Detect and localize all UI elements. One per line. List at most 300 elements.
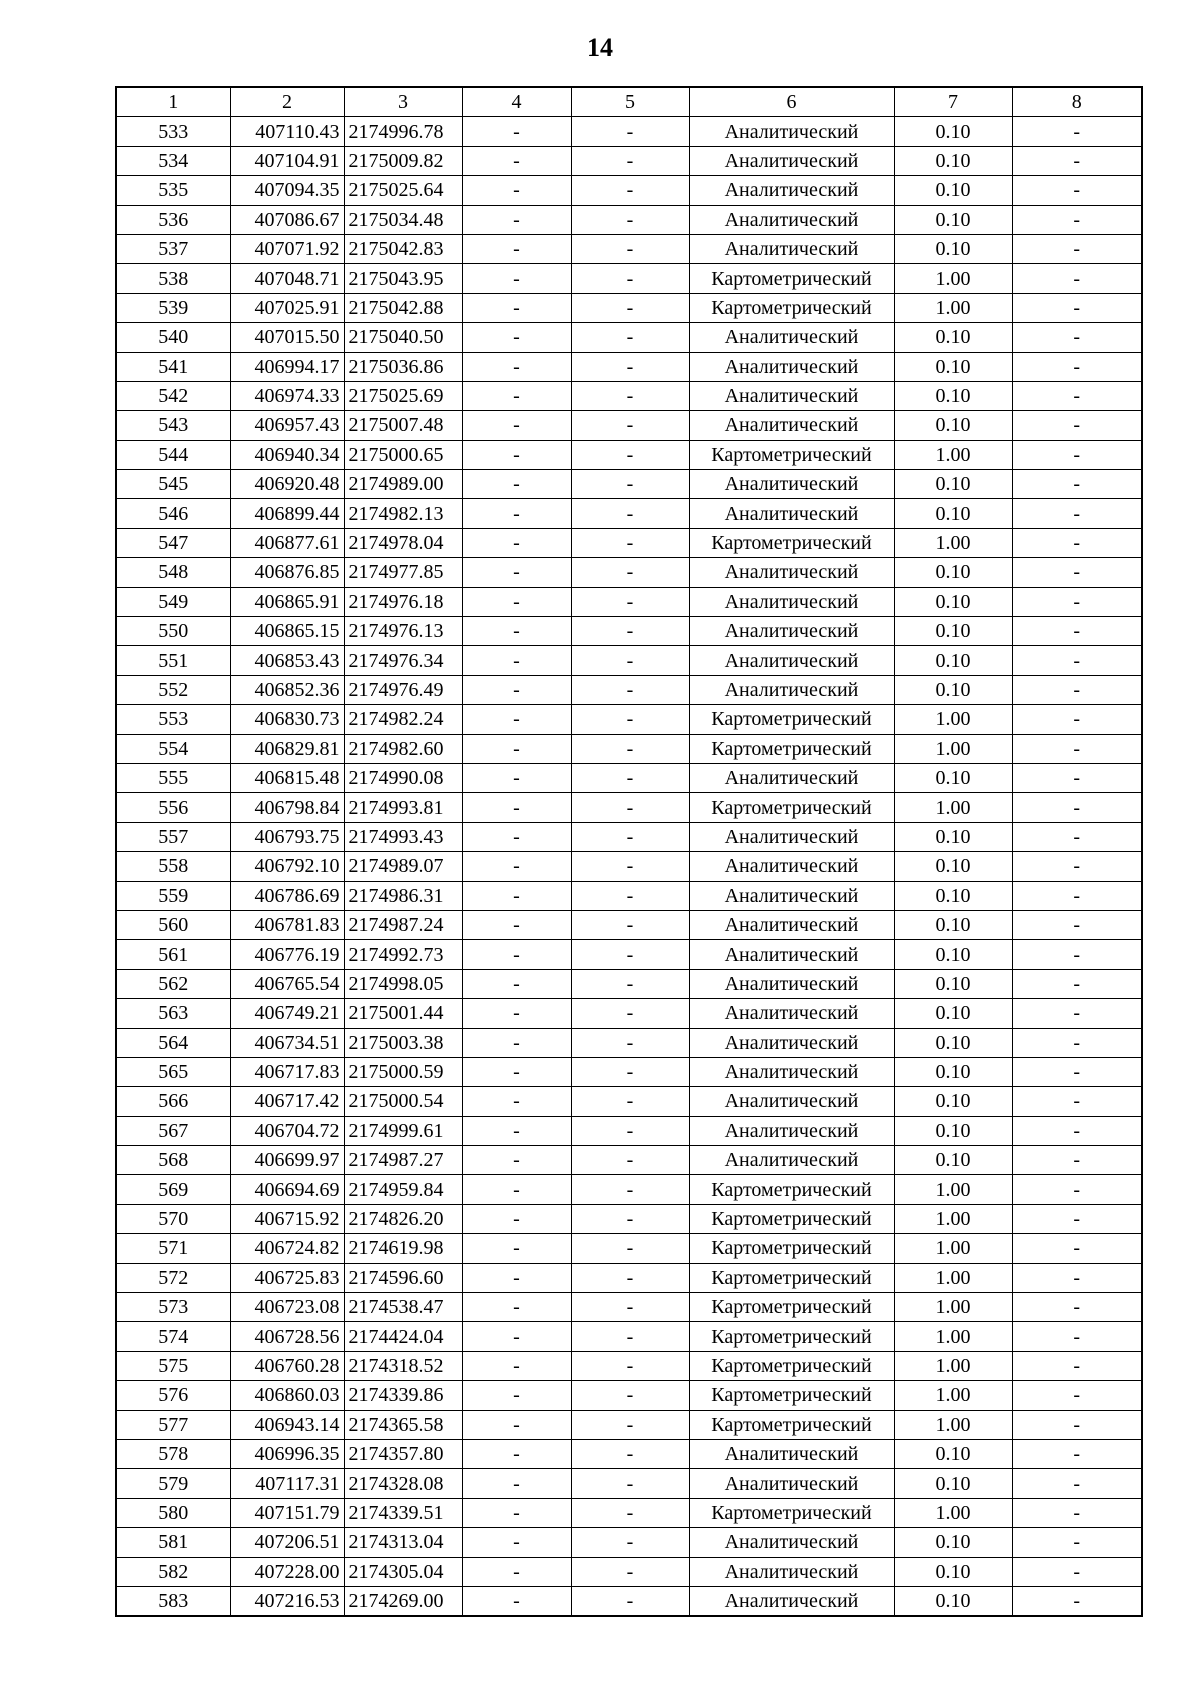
y-coordinate-cell: 2174986.31 xyxy=(344,881,462,910)
point-number-cell: 578 xyxy=(116,1439,230,1468)
point-number-cell: 536 xyxy=(116,205,230,234)
y-coordinate-cell: 2174977.85 xyxy=(344,558,462,587)
point-number-cell: 560 xyxy=(116,910,230,939)
table-row xyxy=(116,234,1142,263)
point-number-cell: 574 xyxy=(116,1322,230,1351)
column-5-cell: - xyxy=(571,793,689,822)
method-cell: Аналитический xyxy=(689,969,894,998)
x-coordinate-cell: 406734.51 xyxy=(230,1028,344,1057)
method-cell: Картометрический xyxy=(689,1410,894,1439)
column-5-cell: - xyxy=(571,1351,689,1380)
column-8-cell: - xyxy=(1012,1087,1142,1116)
column-5-cell: - xyxy=(571,999,689,1028)
method-cell: Аналитический xyxy=(689,587,894,616)
x-coordinate-cell: 406699.97 xyxy=(230,1146,344,1175)
table-row xyxy=(116,1263,1142,1292)
x-coordinate-cell: 407117.31 xyxy=(230,1469,344,1498)
table-row xyxy=(116,940,1142,969)
accuracy-cell: 1.00 xyxy=(894,1381,1012,1410)
x-coordinate-cell: 406829.81 xyxy=(230,734,344,763)
accuracy-cell: 1.00 xyxy=(894,264,1012,293)
method-cell: Аналитический xyxy=(689,1116,894,1145)
y-coordinate-cell: 2174619.98 xyxy=(344,1234,462,1263)
column-4-cell: - xyxy=(462,558,571,587)
accuracy-cell: 0.10 xyxy=(894,1528,1012,1557)
x-coordinate-cell: 406765.54 xyxy=(230,969,344,998)
point-number-cell: 541 xyxy=(116,352,230,381)
accuracy-cell: 0.10 xyxy=(894,999,1012,1028)
accuracy-cell: 0.10 xyxy=(894,1469,1012,1498)
column-5-cell: - xyxy=(571,558,689,587)
column-8-cell: - xyxy=(1012,822,1142,851)
y-coordinate-cell: 2174318.52 xyxy=(344,1351,462,1380)
column-5-cell: - xyxy=(571,1146,689,1175)
column-5-cell: - xyxy=(571,1557,689,1586)
x-coordinate-cell: 406853.43 xyxy=(230,646,344,675)
table-row xyxy=(116,1175,1142,1204)
header-cell: 7 xyxy=(894,87,1012,117)
accuracy-cell: 1.00 xyxy=(894,1322,1012,1351)
column-4-cell: - xyxy=(462,1498,571,1527)
x-coordinate-cell: 406865.91 xyxy=(230,587,344,616)
column-5-cell: - xyxy=(571,1410,689,1439)
header-cell: 4 xyxy=(462,87,571,117)
y-coordinate-cell: 2175042.83 xyxy=(344,234,462,263)
point-number-cell: 544 xyxy=(116,440,230,469)
accuracy-cell: 0.10 xyxy=(894,1057,1012,1086)
point-number-cell: 564 xyxy=(116,1028,230,1057)
accuracy-cell: 0.10 xyxy=(894,881,1012,910)
accuracy-cell: 0.10 xyxy=(894,234,1012,263)
column-8-cell: - xyxy=(1012,910,1142,939)
table-row xyxy=(116,1116,1142,1145)
column-4-cell: - xyxy=(462,587,571,616)
column-5-cell: - xyxy=(571,1263,689,1292)
table-row xyxy=(116,1381,1142,1410)
accuracy-cell: 0.10 xyxy=(894,646,1012,675)
column-4-cell: - xyxy=(462,293,571,322)
table-row xyxy=(116,675,1142,704)
y-coordinate-cell: 2174996.78 xyxy=(344,117,462,146)
y-coordinate-cell: 2174424.04 xyxy=(344,1322,462,1351)
y-coordinate-cell: 2175000.65 xyxy=(344,440,462,469)
column-4-cell: - xyxy=(462,1116,571,1145)
column-8-cell: - xyxy=(1012,587,1142,616)
accuracy-cell: 0.10 xyxy=(894,499,1012,528)
method-cell: Аналитический xyxy=(689,1146,894,1175)
column-4-cell: - xyxy=(462,117,571,146)
method-cell: Картометрический xyxy=(689,293,894,322)
point-number-cell: 542 xyxy=(116,381,230,410)
column-5-cell: - xyxy=(571,1586,689,1616)
column-4-cell: - xyxy=(462,1263,571,1292)
column-5-cell: - xyxy=(571,587,689,616)
table-row xyxy=(116,1087,1142,1116)
x-coordinate-cell: 406940.34 xyxy=(230,440,344,469)
accuracy-cell: 0.10 xyxy=(894,587,1012,616)
x-coordinate-cell: 406865.15 xyxy=(230,617,344,646)
x-coordinate-cell: 406798.84 xyxy=(230,793,344,822)
column-5-cell: - xyxy=(571,264,689,293)
column-5-cell: - xyxy=(571,176,689,205)
column-8-cell: - xyxy=(1012,117,1142,146)
column-8-cell: - xyxy=(1012,999,1142,1028)
method-cell: Аналитический xyxy=(689,675,894,704)
table-row xyxy=(116,1351,1142,1380)
y-coordinate-cell: 2174976.34 xyxy=(344,646,462,675)
column-5-cell: - xyxy=(571,205,689,234)
table-row xyxy=(116,999,1142,1028)
column-8-cell: - xyxy=(1012,470,1142,499)
y-coordinate-cell: 2175007.48 xyxy=(344,411,462,440)
table-row xyxy=(116,587,1142,616)
y-coordinate-cell: 2174998.05 xyxy=(344,969,462,998)
point-number-cell: 563 xyxy=(116,999,230,1028)
x-coordinate-cell: 406860.03 xyxy=(230,1381,344,1410)
method-cell: Аналитический xyxy=(689,234,894,263)
accuracy-cell: 0.10 xyxy=(894,146,1012,175)
table-row xyxy=(116,646,1142,675)
column-4-cell: - xyxy=(462,881,571,910)
y-coordinate-cell: 2174596.60 xyxy=(344,1263,462,1292)
column-8-cell: - xyxy=(1012,646,1142,675)
column-5-cell: - xyxy=(571,617,689,646)
method-cell: Картометрический xyxy=(689,1381,894,1410)
point-number-cell: 550 xyxy=(116,617,230,646)
column-5-cell: - xyxy=(571,1116,689,1145)
point-number-cell: 553 xyxy=(116,705,230,734)
column-5-cell: - xyxy=(571,293,689,322)
column-4-cell: - xyxy=(462,528,571,557)
column-4-cell: - xyxy=(462,705,571,734)
table-row xyxy=(116,969,1142,998)
x-coordinate-cell: 406830.73 xyxy=(230,705,344,734)
table-row xyxy=(116,146,1142,175)
accuracy-cell: 0.10 xyxy=(894,617,1012,646)
x-coordinate-cell: 406815.48 xyxy=(230,763,344,792)
point-number-cell: 566 xyxy=(116,1087,230,1116)
column-8-cell: - xyxy=(1012,381,1142,410)
accuracy-cell: 1.00 xyxy=(894,705,1012,734)
point-number-cell: 554 xyxy=(116,734,230,763)
column-8-cell: - xyxy=(1012,1498,1142,1527)
point-number-cell: 583 xyxy=(116,1586,230,1616)
accuracy-cell: 0.10 xyxy=(894,1146,1012,1175)
accuracy-cell: 0.10 xyxy=(894,1087,1012,1116)
column-8-cell: - xyxy=(1012,1469,1142,1498)
y-coordinate-cell: 2174538.47 xyxy=(344,1293,462,1322)
x-coordinate-cell: 407071.92 xyxy=(230,234,344,263)
accuracy-cell: 1.00 xyxy=(894,793,1012,822)
column-8-cell: - xyxy=(1012,558,1142,587)
column-4-cell: - xyxy=(462,999,571,1028)
x-coordinate-cell: 406957.43 xyxy=(230,411,344,440)
accuracy-cell: 0.10 xyxy=(894,352,1012,381)
column-5-cell: - xyxy=(571,1469,689,1498)
column-4-cell: - xyxy=(462,1381,571,1410)
y-coordinate-cell: 2174269.00 xyxy=(344,1586,462,1616)
header-cell: 2 xyxy=(230,87,344,117)
table-row xyxy=(116,352,1142,381)
accuracy-cell: 0.10 xyxy=(894,675,1012,704)
table-row xyxy=(116,1322,1142,1351)
accuracy-cell: 0.10 xyxy=(894,1028,1012,1057)
column-8-cell: - xyxy=(1012,1439,1142,1468)
point-number-cell: 569 xyxy=(116,1175,230,1204)
table-row xyxy=(116,1586,1142,1616)
column-8-cell: - xyxy=(1012,940,1142,969)
x-coordinate-cell: 406781.83 xyxy=(230,910,344,939)
accuracy-cell: 0.10 xyxy=(894,558,1012,587)
table-row xyxy=(116,558,1142,587)
table-row xyxy=(116,440,1142,469)
column-8-cell: - xyxy=(1012,1381,1142,1410)
column-5-cell: - xyxy=(571,1234,689,1263)
point-number-cell: 537 xyxy=(116,234,230,263)
table-row xyxy=(116,1439,1142,1468)
method-cell: Картометрический xyxy=(689,1498,894,1527)
column-8-cell: - xyxy=(1012,293,1142,322)
column-4-cell: - xyxy=(462,1586,571,1616)
method-cell: Картометрический xyxy=(689,793,894,822)
point-number-cell: 562 xyxy=(116,969,230,998)
point-number-cell: 549 xyxy=(116,587,230,616)
y-coordinate-cell: 2174982.13 xyxy=(344,499,462,528)
table-row xyxy=(116,1028,1142,1057)
column-8-cell: - xyxy=(1012,411,1142,440)
point-number-cell: 573 xyxy=(116,1293,230,1322)
accuracy-cell: 0.10 xyxy=(894,205,1012,234)
point-number-cell: 533 xyxy=(116,117,230,146)
column-5-cell: - xyxy=(571,940,689,969)
point-number-cell: 556 xyxy=(116,793,230,822)
page-number: 14 xyxy=(587,33,613,62)
column-5-cell: - xyxy=(571,470,689,499)
column-4-cell: - xyxy=(462,411,571,440)
method-cell: Картометрический xyxy=(689,440,894,469)
y-coordinate-cell: 2174365.58 xyxy=(344,1410,462,1439)
x-coordinate-cell: 406717.83 xyxy=(230,1057,344,1086)
column-8-cell: - xyxy=(1012,1057,1142,1086)
point-number-cell: 575 xyxy=(116,1351,230,1380)
column-8-cell: - xyxy=(1012,1557,1142,1586)
point-number-cell: 548 xyxy=(116,558,230,587)
method-cell: Аналитический xyxy=(689,763,894,792)
column-8-cell: - xyxy=(1012,852,1142,881)
x-coordinate-cell: 407228.00 xyxy=(230,1557,344,1586)
x-coordinate-cell: 407086.67 xyxy=(230,205,344,234)
column-8-cell: - xyxy=(1012,1410,1142,1439)
table-body xyxy=(116,117,1142,1616)
method-cell: Аналитический xyxy=(689,411,894,440)
column-5-cell: - xyxy=(571,440,689,469)
point-number-cell: 581 xyxy=(116,1528,230,1557)
x-coordinate-cell: 406786.69 xyxy=(230,881,344,910)
point-number-cell: 565 xyxy=(116,1057,230,1086)
x-coordinate-cell: 406899.44 xyxy=(230,499,344,528)
column-5-cell: - xyxy=(571,969,689,998)
table-row xyxy=(116,381,1142,410)
column-8-cell: - xyxy=(1012,1351,1142,1380)
table-row xyxy=(116,1234,1142,1263)
method-cell: Аналитический xyxy=(689,558,894,587)
table-row xyxy=(116,1057,1142,1086)
column-8-cell: - xyxy=(1012,176,1142,205)
y-coordinate-cell: 2175001.44 xyxy=(344,999,462,1028)
column-5-cell: - xyxy=(571,381,689,410)
table-row xyxy=(116,617,1142,646)
y-coordinate-cell: 2174990.08 xyxy=(344,763,462,792)
column-4-cell: - xyxy=(462,1439,571,1468)
y-coordinate-cell: 2174993.81 xyxy=(344,793,462,822)
x-coordinate-cell: 406725.83 xyxy=(230,1263,344,1292)
column-5-cell: - xyxy=(571,910,689,939)
point-number-cell: 538 xyxy=(116,264,230,293)
y-coordinate-cell: 2174992.73 xyxy=(344,940,462,969)
column-8-cell: - xyxy=(1012,264,1142,293)
method-cell: Аналитический xyxy=(689,205,894,234)
table-row xyxy=(116,205,1142,234)
point-number-cell: 547 xyxy=(116,528,230,557)
y-coordinate-cell: 2174976.49 xyxy=(344,675,462,704)
point-number-cell: 539 xyxy=(116,293,230,322)
x-coordinate-cell: 406877.61 xyxy=(230,528,344,557)
column-5-cell: - xyxy=(571,1498,689,1527)
method-cell: Картометрический xyxy=(689,1322,894,1351)
column-5-cell: - xyxy=(571,234,689,263)
column-8-cell: - xyxy=(1012,1204,1142,1233)
y-coordinate-cell: 2175025.64 xyxy=(344,176,462,205)
method-cell: Аналитический xyxy=(689,999,894,1028)
column-5-cell: - xyxy=(571,852,689,881)
x-coordinate-cell: 406876.85 xyxy=(230,558,344,587)
column-5-cell: - xyxy=(571,734,689,763)
method-cell: Аналитический xyxy=(689,617,894,646)
column-5-cell: - xyxy=(571,117,689,146)
column-4-cell: - xyxy=(462,176,571,205)
method-cell: Аналитический xyxy=(689,470,894,499)
x-coordinate-cell: 406694.69 xyxy=(230,1175,344,1204)
accuracy-cell: 0.10 xyxy=(894,1116,1012,1145)
column-4-cell: - xyxy=(462,1087,571,1116)
table-row xyxy=(116,176,1142,205)
column-8-cell: - xyxy=(1012,1586,1142,1616)
column-4-cell: - xyxy=(462,1028,571,1057)
column-8-cell: - xyxy=(1012,234,1142,263)
column-8-cell: - xyxy=(1012,1322,1142,1351)
method-cell: Картометрический xyxy=(689,1204,894,1233)
column-8-cell: - xyxy=(1012,528,1142,557)
method-cell: Картометрический xyxy=(689,528,894,557)
y-coordinate-cell: 2175003.38 xyxy=(344,1028,462,1057)
header-cell: 8 xyxy=(1012,87,1142,117)
point-number-cell: 576 xyxy=(116,1381,230,1410)
method-cell: Картометрический xyxy=(689,1263,894,1292)
table-row xyxy=(116,323,1142,352)
accuracy-cell: 0.10 xyxy=(894,1439,1012,1468)
y-coordinate-cell: 2175000.59 xyxy=(344,1057,462,1086)
table-row xyxy=(116,1528,1142,1557)
column-8-cell: - xyxy=(1012,705,1142,734)
method-cell: Аналитический xyxy=(689,1586,894,1616)
method-cell: Картометрический xyxy=(689,1234,894,1263)
table-row xyxy=(116,1410,1142,1439)
method-cell: Аналитический xyxy=(689,176,894,205)
point-number-cell: 534 xyxy=(116,146,230,175)
accuracy-cell: 0.10 xyxy=(894,910,1012,939)
point-number-cell: 555 xyxy=(116,763,230,792)
column-5-cell: - xyxy=(571,881,689,910)
y-coordinate-cell: 2174305.04 xyxy=(344,1557,462,1586)
y-coordinate-cell: 2174313.04 xyxy=(344,1528,462,1557)
accuracy-cell: 0.10 xyxy=(894,176,1012,205)
y-coordinate-cell: 2175043.95 xyxy=(344,264,462,293)
table-row xyxy=(116,411,1142,440)
column-8-cell: - xyxy=(1012,1263,1142,1292)
accuracy-cell: 1.00 xyxy=(894,1498,1012,1527)
y-coordinate-cell: 2174976.13 xyxy=(344,617,462,646)
y-coordinate-cell: 2174959.84 xyxy=(344,1175,462,1204)
column-4-cell: - xyxy=(462,1469,571,1498)
column-8-cell: - xyxy=(1012,793,1142,822)
point-number-cell: 552 xyxy=(116,675,230,704)
column-4-cell: - xyxy=(462,734,571,763)
column-4-cell: - xyxy=(462,617,571,646)
column-8-cell: - xyxy=(1012,969,1142,998)
column-4-cell: - xyxy=(462,646,571,675)
column-4-cell: - xyxy=(462,1322,571,1351)
y-coordinate-cell: 2174999.61 xyxy=(344,1116,462,1145)
x-coordinate-cell: 406920.48 xyxy=(230,470,344,499)
column-5-cell: - xyxy=(571,499,689,528)
y-coordinate-cell: 2174993.43 xyxy=(344,822,462,851)
column-5-cell: - xyxy=(571,1439,689,1468)
table-row xyxy=(116,822,1142,851)
point-number-cell: 577 xyxy=(116,1410,230,1439)
x-coordinate-cell: 406994.17 xyxy=(230,352,344,381)
column-4-cell: - xyxy=(462,675,571,704)
method-cell: Аналитический xyxy=(689,352,894,381)
column-8-cell: - xyxy=(1012,352,1142,381)
column-5-cell: - xyxy=(571,1175,689,1204)
column-8-cell: - xyxy=(1012,1116,1142,1145)
x-coordinate-cell: 406974.33 xyxy=(230,381,344,410)
column-4-cell: - xyxy=(462,793,571,822)
accuracy-cell: 0.10 xyxy=(894,969,1012,998)
point-number-cell: 579 xyxy=(116,1469,230,1498)
table-row xyxy=(116,881,1142,910)
method-cell: Аналитический xyxy=(689,1528,894,1557)
column-8-cell: - xyxy=(1012,1293,1142,1322)
column-4-cell: - xyxy=(462,1057,571,1086)
x-coordinate-cell: 407094.35 xyxy=(230,176,344,205)
accuracy-cell: 1.00 xyxy=(894,1410,1012,1439)
y-coordinate-cell: 2174987.27 xyxy=(344,1146,462,1175)
table-row xyxy=(116,117,1142,146)
method-cell: Картометрический xyxy=(689,705,894,734)
x-coordinate-cell: 406715.92 xyxy=(230,1204,344,1233)
column-8-cell: - xyxy=(1012,1528,1142,1557)
x-coordinate-cell: 406760.28 xyxy=(230,1351,344,1380)
accuracy-cell: 1.00 xyxy=(894,293,1012,322)
accuracy-cell: 1.00 xyxy=(894,528,1012,557)
column-5-cell: - xyxy=(571,1381,689,1410)
point-number-cell: 545 xyxy=(116,470,230,499)
column-8-cell: - xyxy=(1012,763,1142,792)
y-coordinate-cell: 2174339.51 xyxy=(344,1498,462,1527)
point-number-cell: 580 xyxy=(116,1498,230,1527)
y-coordinate-cell: 2174328.08 xyxy=(344,1469,462,1498)
